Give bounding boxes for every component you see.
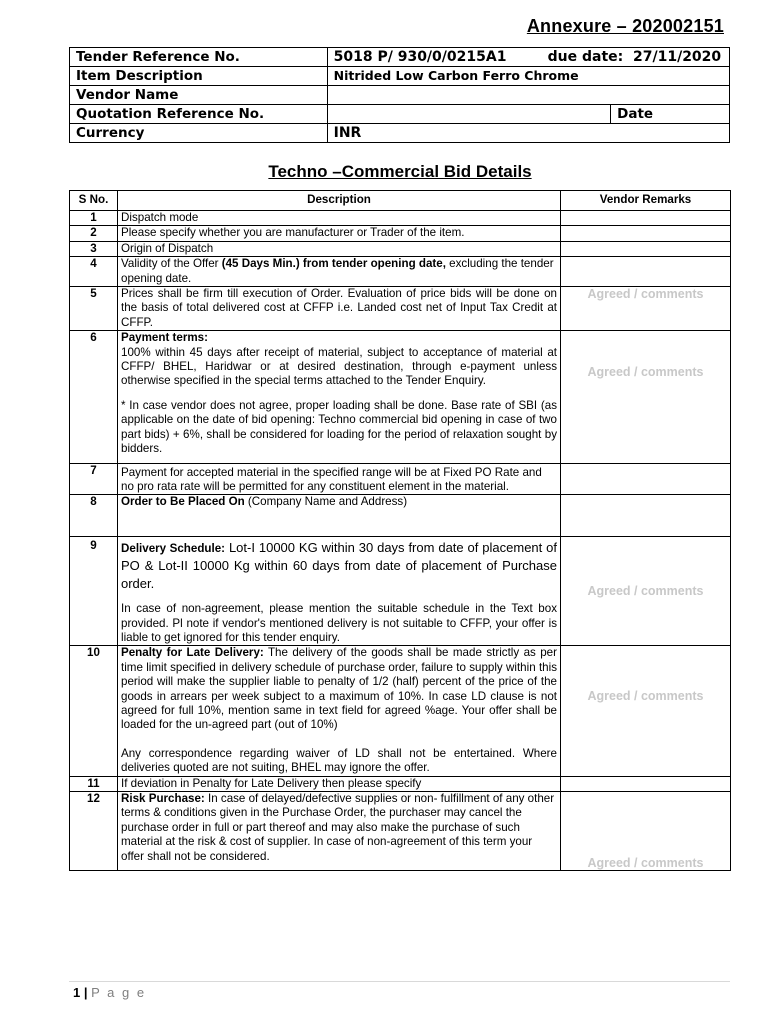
remark-placeholder: Agreed / comments [587, 688, 704, 703]
row-description: Please specify whether you are manufacturer or Trader of the item. [118, 226, 561, 241]
row-text: (Company Name and Address) [244, 495, 408, 509]
due-date-label: due date: [547, 49, 624, 65]
vendor-remark-field[interactable] [561, 463, 731, 495]
row-description: Dispatch mode [118, 211, 561, 226]
row-number: 3 [70, 241, 118, 256]
tender-ref-cell [327, 48, 729, 67]
quotation-ref-label: Quotation Reference No. [70, 105, 328, 124]
row-number: 4 [70, 257, 118, 287]
currency-value: INR [327, 124, 729, 143]
col-header-remarks: Vendor Remarks [561, 191, 731, 211]
col-header-sno: S No. [70, 191, 118, 211]
quotation-ref-field[interactable] [327, 105, 611, 124]
footer-divider [69, 981, 730, 982]
date-label: Date [611, 105, 730, 124]
table-row [70, 495, 731, 537]
row-text-bold: Risk Purchase: [121, 792, 205, 805]
row-description [118, 646, 561, 776]
vendor-remark-field[interactable] [561, 646, 731, 776]
table-row [70, 226, 731, 241]
table-row [70, 776, 731, 791]
vendor-remark-field[interactable] [561, 257, 731, 287]
page-word: P a g e [91, 985, 147, 1000]
col-header-description: Description [118, 191, 561, 211]
page-title: Techno –Commercial Bid Details [268, 162, 532, 181]
row-text: 100% within 45 days after receipt of material, subject to acceptance of material at CFFP/ BHEL, Haridwar or at desired destination, through e-payment unless otherwise specified in the special terms attached to the Tender Enquiry. [121, 345, 557, 388]
row-text: excluding the tender opening date. [121, 257, 554, 285]
row-description: Payment for accepted material in the specified range will be at Fixed PO Rate and no pro rata rate will be permitted for any constituent element in the material. [118, 463, 561, 495]
vendor-remark-field[interactable] [561, 241, 731, 256]
table-row [70, 331, 731, 463]
row-description [118, 495, 561, 537]
row-text: In case of delayed/defective supplies or non- fulfillment of any other terms & conditions given in the Purchase Order, the purchaser may cancel the purchase order in full or part thereof and may also make the purchase of such material at the risk & cost of supplier. In case of non-agreement of this term your offer shall not be considered. [121, 792, 555, 863]
row-description: Prices shall be firm till execution of Order. Evaluation of price bids will be done on the basis of total delivered cost at CFFP i.e. Landed cost net of Input Tax Credit at CFFP. [118, 287, 561, 331]
vendor-remark-field[interactable] [561, 287, 731, 331]
row-number: 5 [70, 287, 118, 331]
tender-ref-value: 5018 P/ 930/0/0215A1 [333, 49, 507, 65]
due-date-value: 27/11/2020 [633, 49, 722, 65]
bid-details-table [69, 190, 731, 871]
row-description: If deviation in Penalty for Late Delivery then please specify [118, 776, 561, 791]
remark-placeholder: Agreed / comments [587, 364, 704, 379]
row-text: Validity of the Offer [121, 257, 222, 271]
table-row [70, 257, 731, 287]
row-text: Lot-I 10000 KG within 30 days from date of placement of PO & Lot-II 10000 Kg within 60 days from date of placement of Purchase order. [121, 540, 558, 591]
page-footer [73, 985, 146, 1000]
remark-placeholder: Agreed / comments [587, 855, 704, 870]
row-text: Any correspondence regarding waiver of LD shall not be entertained. Where deliveries quoted are not suiting, BHEL may ignore the offer. [121, 746, 557, 775]
row-description [118, 792, 561, 871]
table-row [70, 211, 731, 226]
row-text-bold: Penalty for Late Delivery: [121, 646, 264, 660]
table-row [70, 241, 731, 256]
table-row [70, 792, 731, 871]
annexure-number: Annexure – 202002151 [526, 16, 724, 36]
vendor-remark-field[interactable] [561, 331, 731, 463]
row-number: 1 [70, 211, 118, 226]
table-row [70, 537, 731, 646]
row-number: 11 [70, 776, 118, 791]
vendor-remark-field[interactable] [561, 537, 731, 646]
row-number: 6 [70, 331, 118, 463]
tender-ref-label: Tender Reference No. [70, 48, 328, 67]
vendor-name-label: Vendor Name [70, 86, 328, 105]
row-description [118, 537, 561, 646]
table-row [70, 287, 731, 331]
vendor-remark-field[interactable] [561, 495, 731, 537]
row-text: In case of non-agreement, please mention the suitable schedule in the Text box provided. Pl note if vendor's mentioned delivery is not suitable to CFFP, your offer is liable to get ignored for this tender enquiry. [121, 602, 557, 644]
row-text-bold: Order to Be Placed On [121, 495, 245, 509]
footer-separator: | [83, 985, 88, 1000]
remark-placeholder: Agreed / comments [587, 287, 704, 302]
currency-label: Currency [70, 124, 328, 143]
row-number: 9 [70, 537, 118, 646]
row-number: 10 [70, 646, 118, 776]
row-number: 12 [70, 792, 118, 871]
tender-header-table [69, 47, 730, 143]
row-text: The delivery of the goods shall be made strictly as per time limit specified in delivery schedule of purchase order, failure to supply within this period will make the supplier liable to penalty of 1/2 (half) percent of the price of the goods in arrears per week subject to a maximum of 10%. In case LD clause is not agreed for full 10%, mention same in text field for agreed %age. Your offer shall be loaded for the un-agreed part (out of 10%) [121, 646, 557, 732]
row-heading: Payment terms: [121, 331, 208, 345]
vendor-remark-field[interactable] [561, 211, 731, 226]
row-number: 2 [70, 226, 118, 241]
row-number: 8 [70, 495, 118, 537]
vendor-remark-field[interactable] [561, 226, 731, 241]
item-description-value: Nitrided Low Carbon Ferro Chrome [327, 67, 729, 86]
row-text-bold: (45 Days Min.) from tender opening date, [221, 257, 446, 271]
row-description [118, 257, 561, 287]
table-row [70, 463, 731, 495]
page-number: 1 [73, 985, 81, 1000]
vendor-remark-field[interactable] [561, 792, 731, 871]
row-text-bold: Delivery Schedule: [121, 542, 226, 556]
remark-placeholder: Agreed / comments [587, 584, 704, 599]
table-row [70, 646, 731, 776]
row-description [118, 331, 561, 463]
row-text: * In case vendor does not agree, proper loading shall be done. Base rate of SBI (as applicable on the date of bid opening: Techno commercial bid opening in case of two part bids) + 6%, shall be considered for loading for the period of relaxation sought by bidders. [121, 398, 557, 456]
row-number: 7 [70, 463, 118, 495]
vendor-remark-field[interactable] [561, 776, 731, 791]
row-description: Origin of Dispatch [118, 241, 561, 256]
vendor-name-field[interactable] [327, 86, 729, 105]
item-description-label: Item Description [70, 67, 328, 86]
